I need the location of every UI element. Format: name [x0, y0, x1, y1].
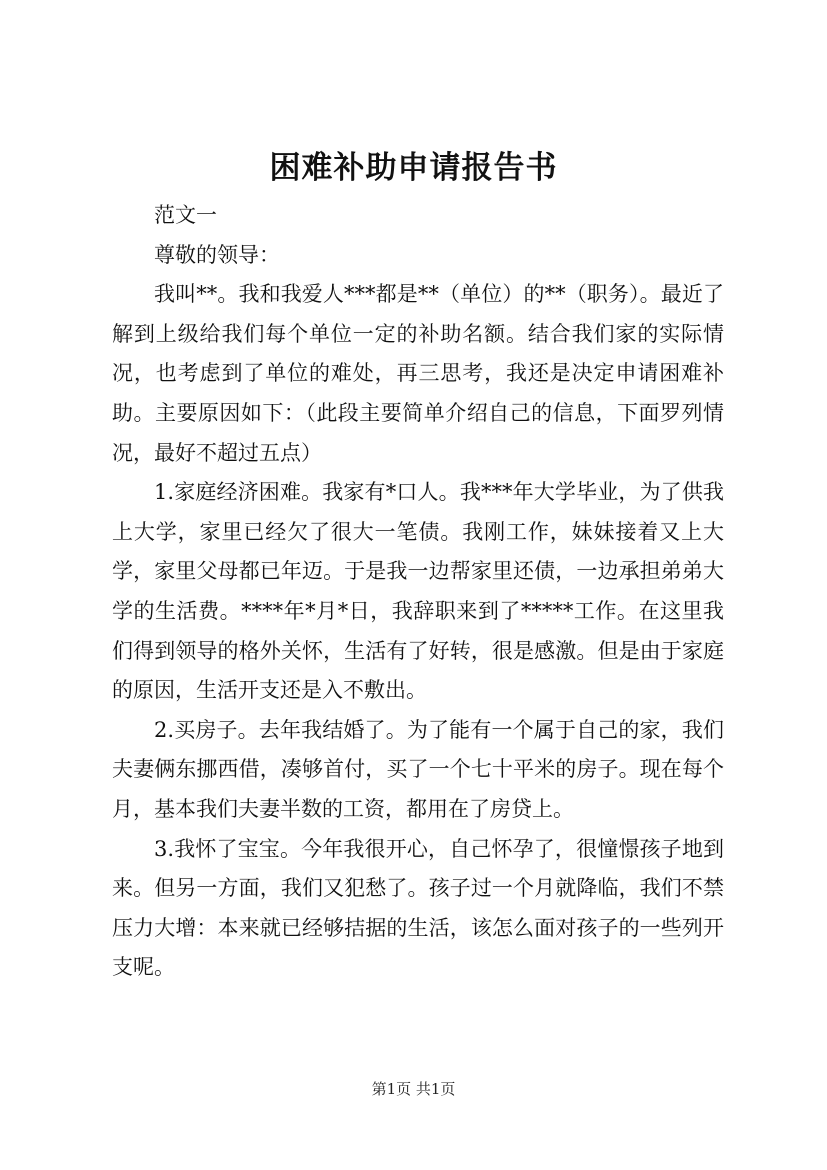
- paragraph-salutation: 尊敬的领导：: [154, 242, 280, 267]
- page-number-footer: 第1页 共1页: [371, 1080, 456, 1098]
- paragraph-sample-label: 范文一: [154, 203, 217, 227]
- paragraph-introduction: 我叫**。我和我爱人***都是**（单位）的**（职务）。最近了解到上级给我们每个单位一定的补助名额。结合我们家的实际情况，也考虑到了单位的难处，再三思考，我还是决定申请困难补助。主要原因如下：（此段主要简单介绍自己的信息，下面罗列情况，最好不超过五点）: [112, 282, 724, 465]
- paragraph-reason-3: 3.我怀了宝宝。今年我很开心，自己怀孕了，很憧憬孩子地到来。但另一方面，我们又犯愁了。孩子过一个月就降临，我们不禁压力大增：本来就已经够拮据的生活，该怎么面对孩子的一些列开支呢。: [112, 836, 724, 980]
- page-title: 困难补助申请报告书: [269, 150, 558, 186]
- paragraph-reason-1: 1.家庭经济困难。我家有*口人。我***年大学毕业，为了供我上大学，家里已经欠了很大一笔债。我刚工作，妹妹接着又上大学，家里父母都已年迈。于是我一边帮家里还债，一边承担弟弟大学的生活费。****年*月*日，我辞职来到了*****工作。在这里我们得到领导的格外关怀，生活有了好转，很是感激。但是由于家庭的原因，生活开支还是入不敷出。: [112, 480, 724, 703]
- paragraph-reason-2: 2.买房子。去年我结婚了。为了能有一个属于自己的家，我们夫妻俩东挪西借，凑够首付，买了一个七十平米的房子。现在每个月，基本我们夫妻半数的工资，都用在了房贷上。: [112, 717, 724, 821]
- document-body: [112, 196, 724, 988]
